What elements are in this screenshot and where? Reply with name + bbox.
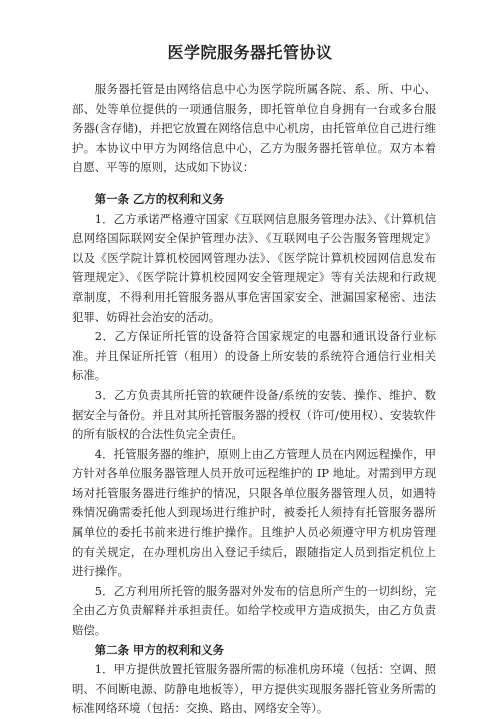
section-2-heading: 第二条 甲方的权利和义务 [94,642,225,657]
section-1-item-3: 3．乙方负责其所托管的软硬件设备/系统的安装、操作、维护、数据安全与备份。并且对其所托管服务器的授权（许可/使用权）、安装软件的所有版权的合法性负完全责任。 [72,387,436,442]
intro-paragraph: 服务器托管是由网络信息中心为医学院所属各院、系、所、中心、部、处等单位提供的一项通信服务，即托管单位自身拥有一台或多台服务器(含存储)，并把它放置在网络信息中心机房，由托管单位自己进行维护。本协议中甲方为网络信息中心，乙方为服务器托管单位。双方本着自愿、平等的原则，达成如下协议： [72,82,436,175]
section-1-item-2: 2．乙方保证所托管的设备符合国家规定的电器和通讯设备行业标准。并且保证所托管（租用）的设备上所安装的系统符合通信行业相关标准。 [72,329,436,383]
section-1-item-5: 5．乙方利用所托管的服务器对外发布的信息所产生的一切纠纷，完全由乙方负责解释并承担责任。如给学校或甲方造成损失，由乙方负责赔偿。 [72,583,436,638]
spacer [72,178,436,190]
section-2-item-1: 1．甲方提供放置托管服务器所需的标准机房环境（包括：空调、照明、不间断电源、防静电地板等），甲方提供实现服务器托管业务所需的标准网络环境（包括：交换、路由、网络安全等）。 [72,662,436,716]
section-1-heading: 第一条 乙方的权利和义务 [94,191,225,206]
document-body [72,80,436,719]
section-1-item-4: 4．托管服务器的维护，原则上由乙方管理人员在内网远程操作，甲方针对各单位服务器管理人员开放可远程维护的 IP 地址。对需到甲方现场对托管服务器进行维护的情况，只限各单位服务器管理人员，如遇特殊情况确需委托他人到现场进行维护时，被委托人须持有托管服务器所属单位的委托书前来进行维护操作。且维护人员必须遵守甲方机房管理的有关规定，在办理机房出入登记手续后，跟随指定人员到指定机位上进行操作。 [72,446,436,579]
section-1-item-1: 1．乙方承诺严格遵守国家《互联网信息服务管理办法》、《计算机信息网络国际联网安全保护管理办法》、《互联网电子公告服务管理规定》以及《医学院计算机校园网管理办法》、《医学院计算机校园网信息发布管理规定》、《医学院计算机校园网安全管理规定》等有关法规和行政规章制度，不得利用托管服务器从事危害国家安全、泄漏国家秘密、违法犯罪、妨碍社会治安的活动。 [72,211,436,324]
document-title: 医学院服务器托管协议 [167,43,333,62]
